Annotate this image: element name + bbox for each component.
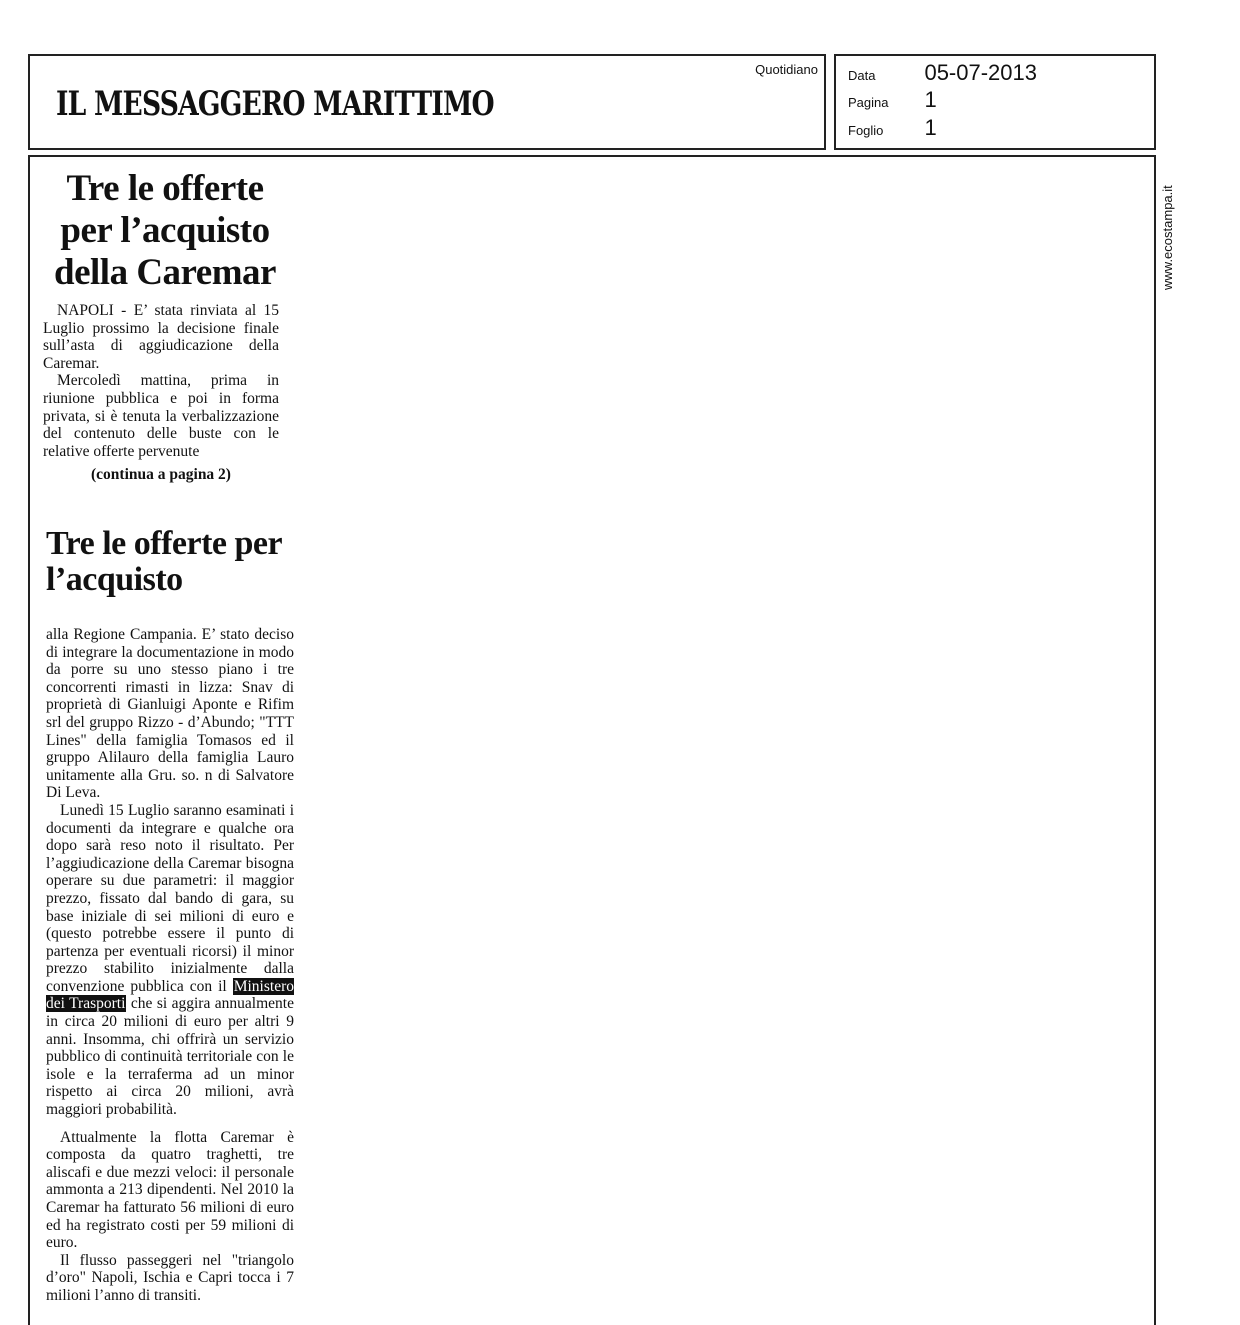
article2-paragraph: alla Regione Campania. E’ stato deciso di integrare la documentazione in modo da porre su uno stesso piano i tre concorrenti rimasti in lizza: Snav di proprietà di Gianluigi Aponte e Rifim srl del gruppo Rizzo - d’Abundo; "TTT Lines" della famiglia Tomasos ed il gruppo Alilauro della famiglia Lauro unitamente alla Gru. so. n di Salvatore Di Leva. <box>46 626 294 802</box>
frequency-label: Quotidiano <box>755 62 818 77</box>
article1-paragraph: Mercoledì mattina, prima in riunione pubblica e poi in forma privata, si è tenuta la verbalizzazione del contenuto delle buste con le relative offerte pervenute <box>43 372 279 460</box>
metadata-box <box>834 54 1156 150</box>
article1-paragraph: NAPOLI - E’ stata rinviata al 15 Luglio prossimo la decisione finale sull’asta di aggiudicazione della Caremar. <box>43 302 279 372</box>
article1-body <box>43 302 279 460</box>
newspaper-masthead: IL MESSAGGERO MARITTIMO <box>56 84 494 124</box>
highlighted-ministry: Ministero dei Trasporti <box>46 977 294 1013</box>
article2-paragraph <box>46 802 294 1119</box>
date-label: Data <box>848 68 876 83</box>
article2-paragraph: Attualmente la flotta Caremar è composta da quatro traghetti, tre aliscafi e due mezzi veloci: il personale ammonta a 213 dipendenti. Nel 2010 la Caremar ha fatturato 56 milioni di euro ed ha registrato costi per 59 milioni di euro. <box>46 1128 294 1252</box>
sheet-value: 1 <box>924 115 937 140</box>
page-label: Pagina <box>848 95 889 110</box>
page-value: 1 <box>924 87 937 112</box>
date-row <box>848 60 1037 86</box>
article2-paragraph: Il flusso passeggeri nel "triangolo d’oro" Napoli, Ischia e Capri tocca i 7 milioni l’anno di transiti. <box>46 1251 294 1304</box>
sheet-row <box>848 115 937 141</box>
paragraph-gap <box>46 1119 294 1129</box>
article2-text: Lunedì 15 Luglio saranno esaminati i documenti da integrare e qualche ora dopo sarà reso noto il risultato. Per l’aggiudicazione della Caremar bisogna operare su due parametri: il maggior prezzo, fissato dal bando di gara, su base iniziale di sei milioni di euro e (questo potrebbe essere il punto di partenza per eventuali ricorsi) il minor prezzo stabilito inizialmente dalla convenzione pubblica con il <box>46 801 294 995</box>
article1-headline: Tre le offerte per l’acquisto della Caremar <box>54 168 276 293</box>
masthead-box <box>28 54 826 150</box>
article2-text: che si aggira annualmente in circa 20 milioni di euro per altri 9 anni. Insomma, chi offrirà un servizio pubblico di continuità territoriale con le isole e la terraferma ad un minor rispetto ai circa 20 milioni, avrà maggiori probabilità. <box>46 995 294 1119</box>
sheet-label: Foglio <box>848 123 884 138</box>
source-url: www.ecostampa.it <box>1160 185 1175 290</box>
article2-body <box>46 626 294 1305</box>
page-row <box>848 87 937 113</box>
date-value: 05-07-2013 <box>924 60 1037 85</box>
continuation-note: (continua a pagina 2) <box>91 466 231 483</box>
article2-headline: Tre le offerte per l’acquisto <box>46 525 282 598</box>
